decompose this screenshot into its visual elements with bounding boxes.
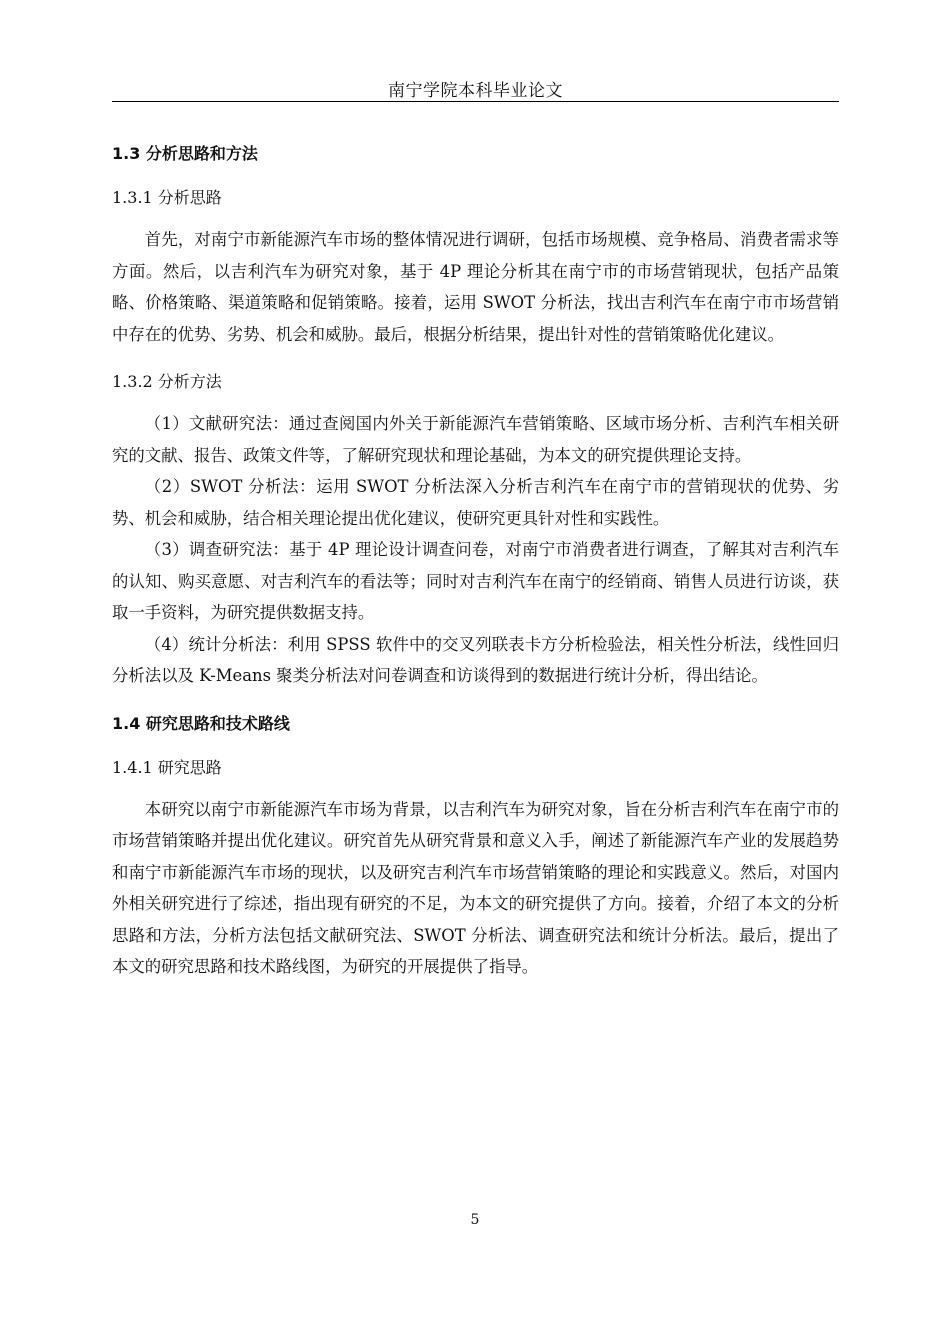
method-item-statistics: （4）统计分析法：利用 SPSS 软件中的交叉列联表卡方分析检验法，相关性分析法，线性回归分析法以及 K-Means 聚类分析法对问卷调查和访谈得到的数据进行统计分析，得出结论。: [112, 634, 839, 685]
subsection-heading-1-4-1: 1.4.1 研究思路: [112, 757, 222, 777]
method-item-literature: （1）文献研究法：通过查阅国内外关于新能源汽车营销策略、区域市场分析、吉利汽车相关研究的文献、报告、政策文件等，了解研究现状和理论基础，为本文的研究提供理论支持。: [112, 414, 839, 465]
section-heading-1-4: 1.4 研究思路和技术路线: [112, 713, 290, 733]
subsection-heading-1-3-2: 1.3.2 分析方法: [112, 372, 222, 391]
subsection-heading-1-3-1: 1.3.1 分析思路: [112, 188, 222, 207]
paragraph-research-approach: 本研究以南宁市新能源汽车市场为背景，以吉利汽车为研究对象，旨在分析吉利汽车在南宁市的市场营销策略并提出优化建议。研究首先从研究背景和意义入手，阐述了新能源汽车产业的发展趋势和南宁市新能源汽车市场的现状，以及研究吉利汽车市场营销策略的理论和实践意义。然后，对国内外相关研究进行了综述，指出现有研究的不足，为本文的研究提供了方向。接着，介绍了本文的分析思路和方法，分析方法包括文献研究法、SWOT 分析法、调查研究法和统计分析法。最后，提出了本文的研究思路和技术路线图，为研究的开展提供了指导。: [112, 799, 839, 976]
running-header: 南宁学院本科毕业论文: [388, 81, 563, 101]
header-rule: [112, 101, 839, 102]
method-item-swot: （2）SWOT 分析法：运用 SWOT 分析法深入分析吉利汽车在南宁市的营销现状的优势、劣势、机会和威胁，结合相关理论提出优化建议，使研究更具针对性和实践性。: [112, 477, 839, 528]
paragraph-analysis-approach: 首先，对南宁市新能源汽车市场的整体情况进行调研，包括市场规模、竞争格局、消费者需求等方面。然后，以吉利汽车为研究对象，基于 4P 理论分析其在南宁市的市场营销现状，包括产品策略、价格策略、渠道策略和促销策略。接着，运用 SWOT 分析法，找出吉利汽车在南宁市市场营销中存在的优势、劣势、机会和威胁。最后，根据分析结果，提出针对性的营销策略优化建议。: [112, 230, 839, 344]
page-body: [112, 140, 839, 983]
section-heading-1-3: 1.3 分析思路和方法: [112, 144, 258, 163]
method-item-survey: （3）调查研究法：基于 4P 理论设计调查问卷，对南宁市消费者进行调查，了解其对吉利汽车的认知、购买意愿、对吉利汽车的看法等；同时对吉利汽车在南宁的经销商、销售人员进行访谈，获取一手资料，为研究提供数据支持。: [112, 540, 839, 622]
page-number: 5: [470, 1212, 480, 1228]
